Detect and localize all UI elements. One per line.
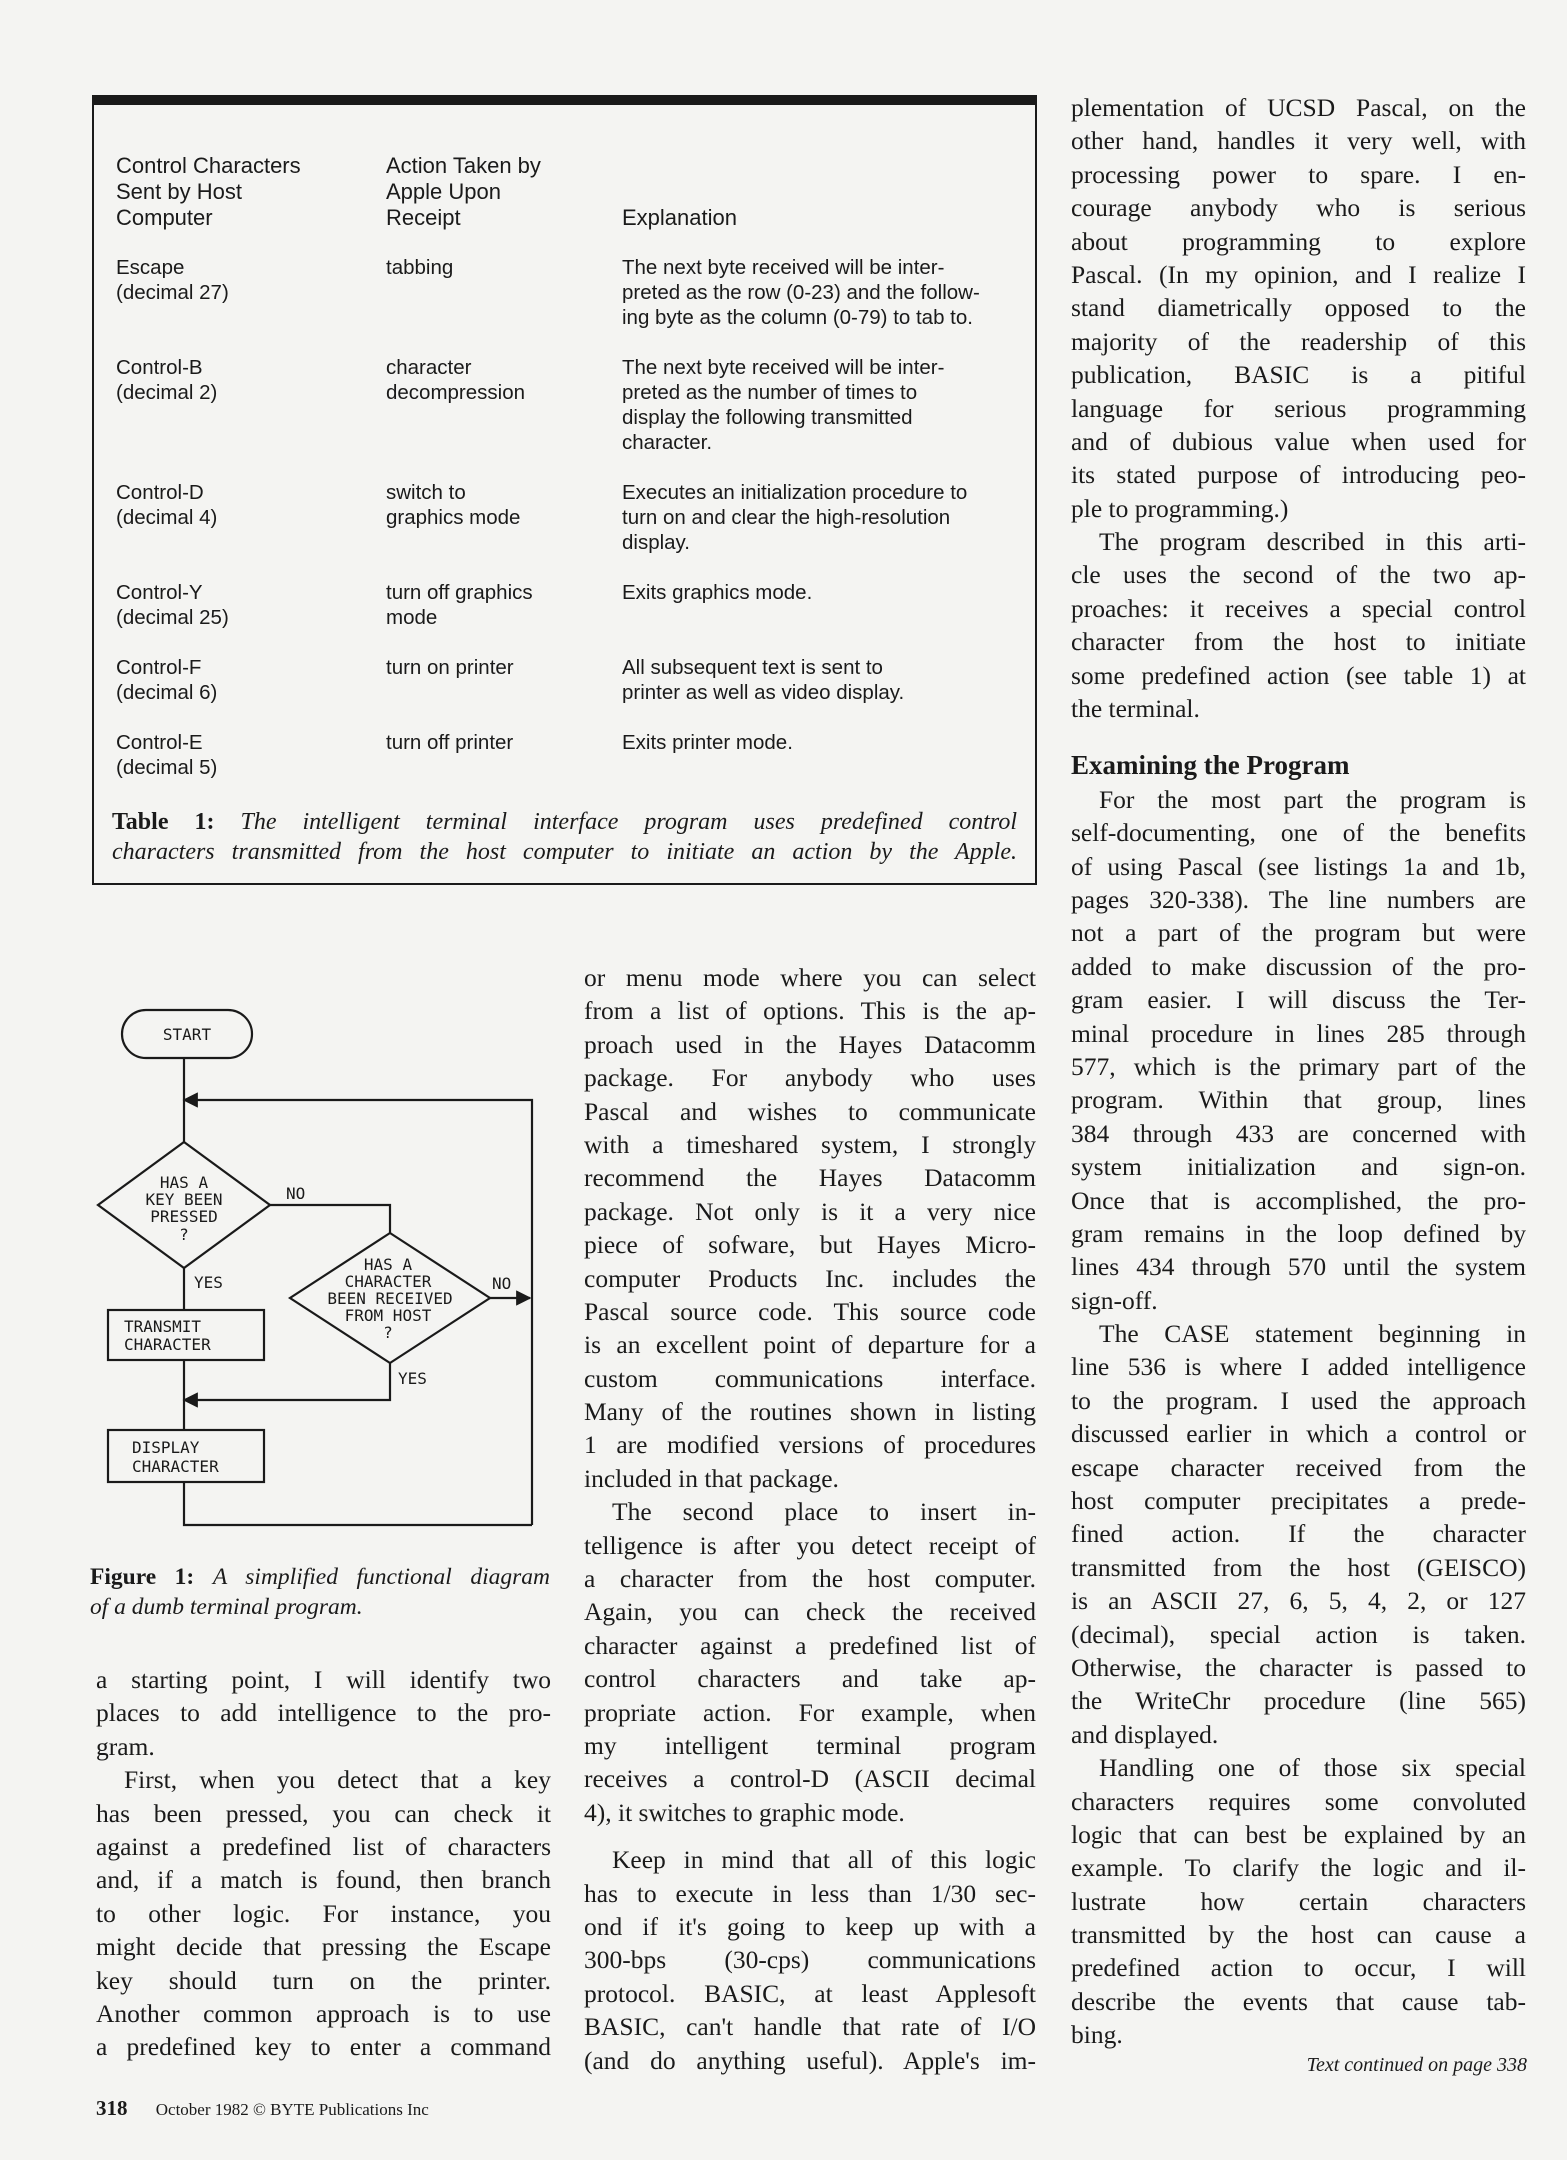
text-line: its stated purpose of introducing peo- [1071,460,1526,490]
cell-line: (decimal 2) [116,381,218,404]
cell-control-char [116,355,366,405]
text-line: propriate action. For example, when [584,1697,1036,1727]
text-line: Many of the routines shown in listing [584,1397,1036,1427]
decision-1-line: KEY BEEN [145,1190,223,1209]
cell-line: character [386,356,472,379]
text-line: proach used in the Hayes Datacomm [584,1029,1036,1059]
text-line: character against a predefined list of [584,1630,1036,1660]
text-line: Again, you can check the received [584,1597,1036,1627]
cell-line: preted as the number of times to [622,381,918,404]
header-line: Action Taken by [386,153,541,178]
text-line: Pascal. (In my opinion, and I realize I [1071,259,1526,289]
figure-caption-line-2: of a dumb terminal program. [90,1594,363,1620]
text-line: cle uses the second of the two ap- [1071,560,1526,590]
text-line: added to make discussion of the pro- [1071,951,1526,981]
text-line: places to add intelligence to the pro- [96,1698,551,1728]
text-line: piece of sofware, but Hayes Micro- [584,1230,1036,1260]
text-line: about programming to explore [1071,226,1526,256]
cell-line: The next byte received will be inter- [622,256,945,279]
text-line: from a list of options. This is the ap- [584,996,1036,1026]
cell-line: Escape [116,256,185,279]
text-line: gram. [96,1731,155,1761]
cell-explanation [622,580,1022,605]
header-line: Apple Upon [386,179,501,204]
text-line: the terminal. [1071,694,1200,724]
text-line: lines 434 through 570 until the system [1071,1252,1526,1282]
cell-action [386,480,616,530]
transmit-line: TRANSMIT [124,1317,202,1336]
no-label-2: NO [492,1274,512,1293]
paragraph-gap [584,1829,1036,1843]
text-line: BASIC, can't handle that rate of I/O [584,2012,1036,2042]
section-heading: Examining the Program [1071,750,1350,781]
text-line: protocol. BASIC, at least Applesoft [584,1978,1036,2008]
cell-line: ing byte as the column (0-79) to tab to. [622,306,973,329]
text-line: pages 320-338). The line numbers are [1071,884,1526,914]
text-line: First, when you detect that a key [124,1765,551,1795]
cell-line: tabbing [386,256,454,279]
text-line: of using Pascal (see listings 1a and 1b, [1071,851,1526,881]
text-line: escape character received from the [1071,1452,1526,1482]
text-line: The CASE statement beginning in [1099,1319,1526,1349]
text-line: character from the host to initiate [1071,627,1526,657]
page-footer [96,2096,429,2121]
text-line: plementation of UCSD Pascal, on the [1071,93,1526,122]
cell-line: printer as well as video display. [622,681,905,704]
text-line: Pascal and wishes to communicate [584,1096,1036,1126]
text-line: processing power to spare. I en- [1071,159,1526,189]
table-1 [92,95,1037,885]
text-column-2 [584,961,1036,2077]
text-line: recommend the Hayes Datacomm [584,1163,1036,1193]
display-line: DISPLAY [132,1438,200,1457]
text-line: is an excellent point of departure for a [584,1330,1036,1360]
text-line: minal procedure in lines 285 through [1071,1018,1526,1048]
cell-line: Executes an initialization procedure to [622,481,968,504]
cell-line: turn off graphics [386,581,533,604]
yes-label-2: YES [398,1369,427,1388]
cell-explanation [622,255,1022,330]
loop-bottom-line [184,1482,532,1525]
header-control-characters [116,153,301,231]
text-line: host computer precipitates a prede- [1071,1486,1526,1516]
text-line: sign-off. [1071,1285,1158,1315]
cell-line: turn on and clear the high-resolution [622,506,951,529]
connector-yes-2 [184,1363,390,1400]
cell-line: (decimal 5) [116,756,218,779]
cell-line: graphics mode [386,506,521,529]
cell-line: (decimal 27) [116,281,229,304]
display-line: CHARACTER [132,1457,219,1476]
text-line: stand diametrically opposed to the [1071,293,1526,323]
cell-control-char [116,255,366,305]
caption-line-1 [112,807,1017,837]
text-line: (decimal), special action is taken. [1071,1619,1526,1649]
text-line: 384 through 433 are concerned with [1071,1118,1526,1148]
cell-line: The next byte received will be inter- [622,356,945,379]
text-line: key should turn on the printer. [96,1965,551,1995]
text-line: 1 are modified versions of procedures [584,1430,1036,1460]
text-line: and of dubious value when used for [1071,426,1526,456]
text-line: example. To clarify the logic and il- [1071,1853,1526,1883]
decision-2-line: HAS A [363,1255,413,1274]
cell-line: Control-D [116,481,204,504]
cell-explanation [622,355,1022,455]
caption-text: The intelligent terminal interface program uses predefined control [240,809,1018,835]
text-line: ond if it's going to keep up with a [584,1911,1036,1941]
text-line: lustrate how certain characters [1071,1886,1526,1916]
connector-no-1 [270,1205,390,1233]
section-gap [1071,725,1526,749]
continued-note: Text continued on page 338 [1306,2054,1527,2076]
cell-line: character. [622,431,713,454]
table-caption [112,807,1017,867]
text-line: publication, BASIC is a pitiful [1071,360,1526,390]
text-line: ple to programming.) [1071,493,1289,523]
text-line: (and do anything useful). Apple's im- [584,2045,1036,2075]
text-line: the WriteChr procedure (line 565) [1071,1686,1526,1716]
cell-line: switch to [386,481,466,504]
cell-action [386,730,616,755]
page-number: 318 [96,2096,128,2120]
text-line: language for serious programming [1071,393,1526,423]
text-line: 577, which is the primary part of the [1071,1051,1526,1081]
text-line: describe the events that cause tab- [1071,1986,1526,2016]
text-line: 4), it switches to graphic mode. [584,1797,905,1827]
text-line: gram easier. I will discuss the Ter- [1071,985,1526,1015]
text-line: my intelligent terminal program [584,1730,1036,1760]
text-line: control characters and take ap- [584,1664,1036,1694]
text-line: Keep in mind that all of this logic [612,1845,1036,1875]
cell-line: Control-F [116,656,202,679]
decision-2-line: BEEN RECEIVED [327,1289,453,1308]
cell-explanation [622,655,1022,705]
text-line: For the most part the program is [1099,784,1526,814]
cell-line: All subsequent text is sent to [622,656,883,679]
figure-caption-line-1 [90,1562,550,1592]
text-line: and, if a match is found, then branch [96,1865,551,1895]
decision-2-line: ? [383,1323,393,1342]
text-line: some predefined action (see table 1) at [1071,660,1526,690]
text-line: computer Products Inc. includes the [584,1263,1036,1293]
decision-1-line: PRESSED [150,1207,218,1226]
text-line: receives a control-D (ASCII decimal [584,1764,1036,1794]
header-line: Receipt [386,205,461,230]
text-line: transmitted by the host can cause a [1071,1920,1526,1950]
cell-line: turn on printer [386,656,514,679]
text-line: with a timeshared system, I strongly [584,1129,1036,1159]
text-line: proaches: it receives a special control [1071,593,1526,623]
text-line: system initialization and sign-on. [1071,1152,1526,1182]
header-action-taken [386,153,541,231]
cell-line: Control-B [116,356,203,379]
text-line: The program described in this arti- [1099,527,1526,557]
text-line: Pascal source code. This source code [584,1296,1036,1326]
text-line: Handling one of those six special [1099,1753,1526,1783]
text-line: characters requires some convoluted [1071,1786,1526,1816]
text-line: a character from the host computer. [584,1564,1036,1594]
cell-line: Exits printer mode. [622,731,793,754]
text-line: is an ASCII 27, 6, 5, 4, 2, or 127 [1071,1586,1526,1616]
caption-label: Table 1: [112,809,215,835]
cell-explanation [622,480,1022,555]
cell-line: (decimal 4) [116,506,218,529]
text-line: custom communications interface. [584,1363,1036,1393]
header-line: Explanation [622,205,737,230]
header-line: Sent by Host [116,179,242,204]
text-line: a starting point, I will identify two [96,1665,551,1694]
cell-control-char [116,580,366,630]
text-line: against a predefined list of characters [96,1831,551,1861]
text-line: other hand, handles it very well, with [1071,126,1526,156]
transmit-line: CHARACTER [124,1335,211,1354]
cell-line: display the following transmitted [622,406,913,429]
cell-line: Exits graphics mode. [622,581,813,604]
yes-label-1: YES [194,1273,223,1292]
text-line: package. For anybody who uses [584,1063,1036,1093]
text-column-3 [1071,91,1526,2052]
decision-2-line: FROM HOST [344,1306,432,1325]
decision-1-line: ? [179,1225,189,1244]
caption-line-2: characters transmitted from the host computer to initiate an action by the Apple. [112,839,1017,865]
cell-control-char [116,655,366,705]
text-line: or menu mode where you can select [584,963,1036,992]
header-line: Control Characters [116,153,301,178]
header-line: Computer [116,205,213,230]
text-line: gram remains in the loop defined by [1071,1218,1526,1248]
text-line: program. Within that group, lines [1071,1085,1526,1115]
figure-caption [90,1562,550,1622]
text-line: transmitted from the host (GEISCO) [1071,1552,1526,1582]
text-line: Another common approach is to use [96,1998,551,2028]
flowchart-svg [80,990,550,1550]
text-line: 300-bps (30-cps) communications [584,1945,1036,1975]
cell-control-char [116,480,366,530]
text-line: to the program. I used the approach [1071,1385,1526,1415]
text-line: courage anybody who is serious [1071,193,1526,223]
header-explanation [622,205,737,231]
start-label: START [162,1025,212,1044]
text-line: bing. [1071,2020,1123,2050]
text-line: a predefined key to enter a command [96,2032,551,2062]
figure-caption-text: A simplified functional diagram [212,1564,550,1590]
text-line: The second place to insert in- [612,1497,1036,1527]
cell-control-char [116,730,366,780]
cell-line: preted as the row (0-23) and the follow- [622,281,980,304]
text-line: has to execute in less than 1/30 sec- [584,1878,1036,1908]
cell-explanation [622,730,1022,755]
text-line: Once that is accomplished, the pro- [1071,1185,1526,1215]
cell-action [386,355,616,405]
text-line: might decide that pressing the Escape [96,1932,551,1962]
cell-action [386,655,616,680]
text-line: to other logic. For instance, you [96,1898,551,1928]
text-line: fined action. If the character [1071,1519,1526,1549]
decision-1-line: HAS A [159,1173,209,1192]
text-line: discussed earlier in which a control or [1071,1419,1526,1449]
text-line: included in that package. [584,1463,839,1493]
footer-credit: October 1982 © BYTE Publications Inc [155,2100,429,2119]
text-line: self-documenting, one of the benefits [1071,818,1526,848]
text-line: logic that can best be explained by an [1071,1819,1526,1849]
text-line: Otherwise, the character is passed to [1071,1652,1526,1682]
text-line: has been pressed, you can check it [96,1798,551,1828]
text-column-1 [96,1663,551,2064]
no-label-1: NO [286,1184,306,1203]
figure-1-flowchart [80,990,550,1550]
cell-line: mode [386,606,438,629]
text-line: predefined action to occur, I will [1071,1953,1526,1983]
figure-caption-label: Figure 1: [90,1564,195,1590]
cell-line: Control-Y [116,581,203,604]
cell-action [386,580,616,630]
cell-line: (decimal 6) [116,681,218,704]
cell-line: display. [622,531,690,554]
cell-line: decompression [386,381,526,404]
text-line: majority of the readership of this [1071,326,1526,356]
text-line: package. Not only is it a very nice [584,1196,1036,1226]
text-line: telligence is after you detect receipt of [584,1530,1036,1560]
text-line: not a part of the program but were [1071,918,1526,948]
decision-2-line: CHARACTER [344,1272,432,1291]
text-line: and displayed. [1071,1719,1219,1749]
cell-line: turn off printer [386,731,514,754]
cell-line: (decimal 25) [116,606,229,629]
text-line: line 536 is where I added intelligence [1071,1352,1526,1382]
cell-action [386,255,616,280]
cell-line: Control-E [116,731,203,754]
